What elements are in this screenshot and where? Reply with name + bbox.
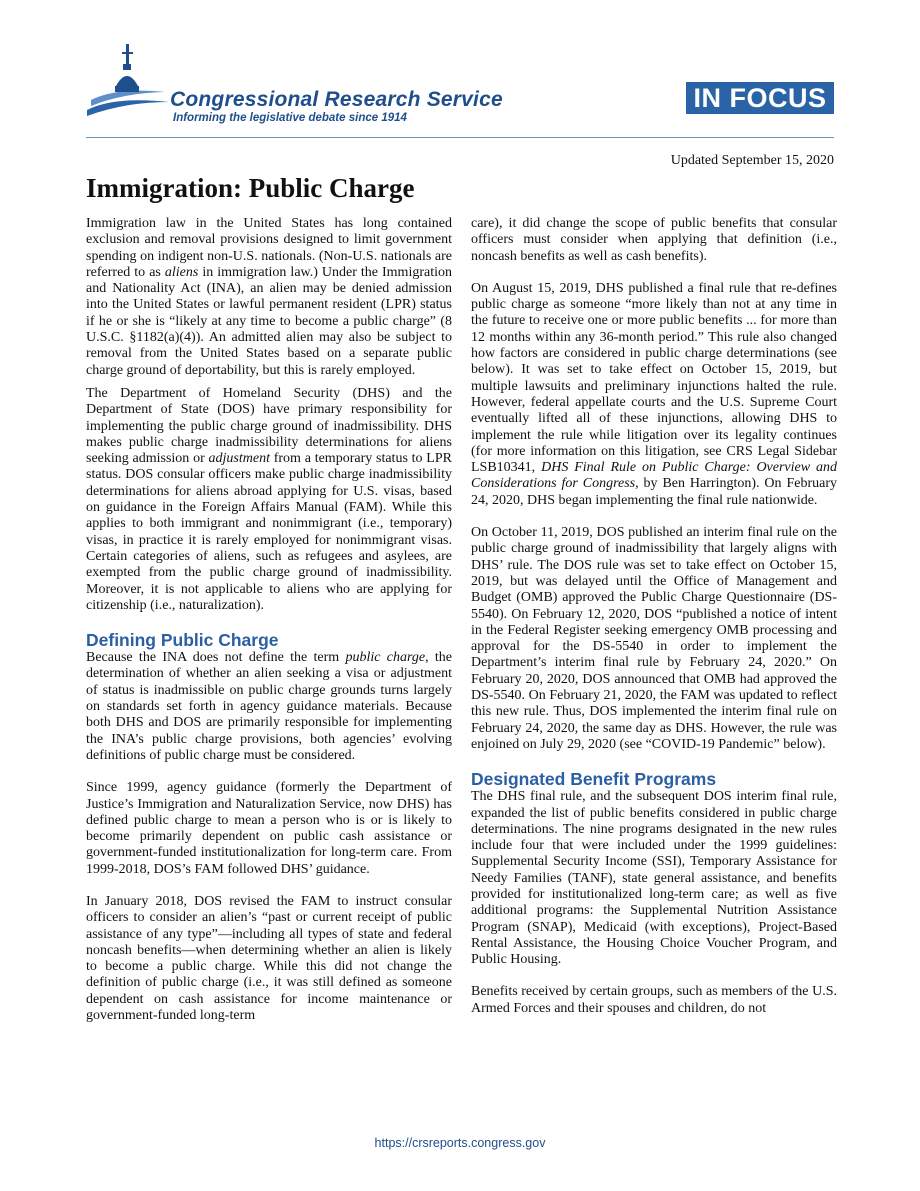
benefit-programs-paragraph: The DHS final rule, and the subsequent DOS interim final rule, expanded the list of public benefits considered in public charge determinations. The nine programs designated in the new rules include four that were included under the 1999 guidelines: Supplemental Security Income (SSI), Temporary Assistance for Needy Families (TANF), state general assistance, and benefits provided for institutionalized long-term care; as well as five additional programs: the Supplemental Nutrition Assistance Program (SNAP), Medicaid (with exceptions), Project-Based Rental Assistance, the Housing Choice Voucher Program, and Public Housing. [471,789,837,968]
footer-url[interactable]: https://crsreports.congress.gov [374,1136,546,1150]
exempt-groups-paragraph: Benefits received by certain groups, such as members of the U.S. Armed Forces and their spouses and children, do not [471,984,837,1016]
org-name: Congressional Research Service [170,88,503,111]
left-column [86,216,452,1040]
section-heading-defining: Defining Public Charge [86,630,279,651]
definition-paragraph: Because the INA does not define the term public charge, the determination of whether an alien seeking a visa or adjustment of status is inadmissible on public charge grounds turns largely on standards set forth in agency guidance materials. Because both DHS and DOS are primarily responsible for implementing the INA’s public charge provisions, both agencies’ evolving definitions of public charge must be considered. [86,650,452,763]
page-title: Immigration: Public Charge [86,173,415,203]
responsibility-paragraph: The Department of Homeland Security (DHS) and the Department of State (DOS) have primary responsibility for implementing the public charge ground of inadmissibility. DHS makes public charge inadmissibility determinations for aliens seeking admission or adjustment from a temporary status to LPR status. DOS consular officers make public charge inadmissibility determinations for aliens abroad applying for U.S. visas, based on guidance in the Foreign Affairs Manual (FAM). While this applies to both immigrant and nonimmigrant (i.e., temporary) visas, in practice it is rarely employed for nonimmigrant visas. Certain categories of aliens, such as refugees and asylees, are exempted from the public charge ground of inadmissibility. Moreover, it is not applicable to aliens who are applying for citizenship (i.e., naturalization). [86,385,452,613]
capitol-dome-icon [85,40,169,124]
scope-paragraph: care), it did change the scope of public benefits that consular officers must consider when applying that definition (i.e., noncash benefits as well as cash benefits). [471,216,837,264]
page-header [0,0,920,150]
intro-paragraph: Immigration law in the United States has long contained exclusion and removal provisions designed to limit government spending on indigent non-U.S. nationals. (Non-U.S. nationals are referred to as aliens in immigration law.) Under the Immigration and Nationality Act (INA), an alien may be denied admission into the United States or lawful permanent resident (LPR) status if he or she is “likely at any time to become a public charge” (8 U.S.C. §1182(a)(4)). An admitted alien may also be subject to removal from the United States based on a separate public charge ground of deportability, but this is rarely employed. [86,216,452,378]
right-column [471,216,837,1033]
fam-revision-paragraph: In January 2018, DOS revised the FAM to instruct consular officers to consider an alien’s “past or current receipt of public assistance of any type”—including all types of state and federal noncash benefits—when determining whether an alien is likely to become a public charge. While this did not change the definition of public charge (i.e., it was still defined as someone dependent on cash assistance for income maintenance or government-funded long-term [86,893,452,1024]
header-divider [86,137,834,138]
updated-date: Updated September 15, 2020 [670,153,834,168]
guidance-paragraph: Since 1999, agency guidance (formerly the Department of Justice’s Immigration and Naturalization Service, now DHS) has defined public charge to mean a person who is or is likely to become primarily dependent on public cash assistance or government-funded institutionalization for long-term care. From 1999-2018, DOS’s FAM followed DHS’ guidance. [86,780,452,877]
section-heading-benefits: Designated Benefit Programs [471,769,717,790]
in-focus-badge: IN FOCUS [686,82,834,114]
dhs-final-rule-paragraph: On August 15, 2019, DHS published a final rule that re-defines public charge as someone “more likely than not at any time in the future to receive one or more public benefits ... for more than 12 months within any 36-month period.” This rule also changed how factors are considered in public charge determinations (see below). It was set to take effect on October 15, 2019, but multiple lawsuits and preliminary injunctions halted the rule. However, federal appellate courts and the U.S. Supreme Court eventually lifted all of these injunctions, allowing DHS to implement the rule while litigation over its legality continues (for more information on this litigation, see CRS Legal Sidebar LSB10341, DHS Final Rule on Public Charge: Overview and Considerations for Congress, by Ben Harrington). On February 24, 2020, DHS began implementing the final rule nationwide. [471,280,838,508]
dos-interim-rule-paragraph: On October 11, 2019, DOS published an interim final rule on the public charge ground of inadmissibility that largely aligns with DHS’ rule. The DOS rule was set to take effect on October 15, 2019, but was delayed until the Office of Management and Budget (OMB) approved the Public Charge Questionnaire (DS-5540). On February 12, 2020, DOS “published a notice of intent in the Federal Register seeking emergency OMB processing and approval for the DS-5540 in order to implement the Department’s interim final rule by February 24, 2020.” On February 20, 2020, DOS announced that OMB had approved the DS-5540. On February 21, 2020, the FAM was updated to reflect this new rule. Thus, DOS implemented the interim final rule on February 24, 2020, the same day as DHS. However, the rule was enjoined on July 29, 2020 (see “COVID-19 Pandemic” below). [471,525,837,752]
org-tagline: Informing the legislative debate since 1914 [173,112,407,124]
